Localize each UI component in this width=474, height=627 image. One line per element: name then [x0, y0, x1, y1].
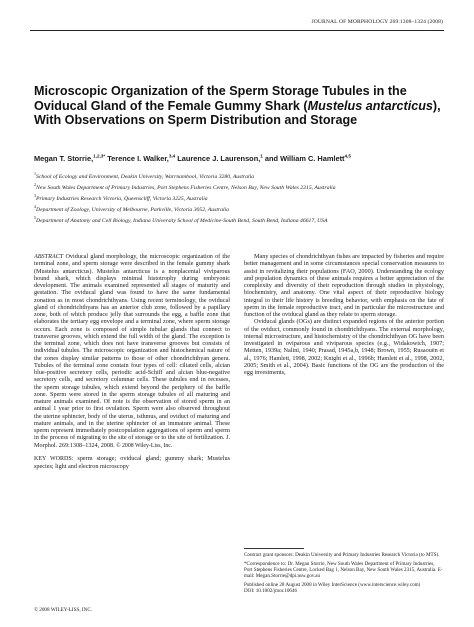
footnote-rule: [244, 548, 304, 549]
affiliation-4: $^4$Department of Zoology, University of Melbourne, Parkville, Victoria 3052, Australia: [34, 204, 229, 214]
title-species: Mustelus antarcticus: [307, 98, 433, 113]
author-4: and William C. Hamlett$^{4,5}$: [264, 154, 351, 164]
footer-copyright: © 2008 WILEY-LISS, INC.: [34, 607, 93, 613]
affiliations: [34, 170, 444, 225]
introduction-column: [244, 253, 444, 376]
title-part-1: Microscopic Organization of the Sperm Storage Tubules in the Oviducal Gland of the Female Gummy Shark (: [34, 84, 407, 113]
abstract-copyright: © 2008 Wiley-Liss, Inc.: [116, 442, 173, 449]
article-title: [34, 84, 444, 128]
author-2: Terence I. Walker,$^{3,4}$: [107, 154, 176, 164]
title-part-2: ), With Observations on Sperm Distribution and Storage: [34, 98, 441, 128]
keywords-text: sperm storage; oviducal gland; gummy shark; Mustelus species; light and electron microscopy: [34, 454, 230, 470]
footnote-correspondence: *Correspondence to: Dr. Megan Storrie, New South Wales Department of Primary Industries, Port Stephens Fisheries Centre, Locked Bag 1, Nelson Bay, New South Wales 2315, Australia. E-mail: Megan.Storrie@dpi.nsw.gov.au: [244, 561, 443, 580]
header-rule: [30, 30, 444, 31]
abstract: [34, 253, 230, 450]
keywords-label: KEY WORDS:: [34, 455, 74, 462]
affiliation-1: $^1$School of Ecology and Environment, Deakin University, Warrnambool, Victoria 3280, Australia: [34, 171, 254, 180]
author-3: Laurence J. Laurenson,$^1$: [177, 154, 263, 164]
footnote-published: Published online 28 August 2008 in Wiley InterScience (www.interscience.wiley.com) DOI: 10.1002/jmor.10646: [244, 582, 421, 595]
author-1: Megan T. Storrie,$^{1,2,3*}$: [34, 154, 106, 164]
intro-paragraph-1: Many species of chondrichthyan fishes are impacted by fisheries and require better management and in some circumstances special conservation measures to assist in revitalizing their populations (FAO, 2000). Understanding the ecology and population dynamics of these animals requires a better appreciation of the complexity and diversity of their reproduction through studies in physiology, biochemistry, and anatomy. One vital aspect of their reproductive biology integral to their life history is breeding behavior, with emphasis on the fate of sperm in the female reproductive tract, and in particular the microstructure and function of the oviducal gland as they relate to sperm storage.: [244, 253, 444, 318]
footnote-grant: Contract grant sponsors: Deakin University and Primary Industries Research Victoria (to MTS).: [244, 552, 440, 558]
affiliation-5: $^5$Department of Anatomy and Cell Biology, Indiana University School of Medicine-South Bend, South Bend, Indiana 46617, USA: [34, 215, 328, 225]
journal-header: JOURNAL OF MORPHOLOGY 269:1308–1324 (2008): [311, 19, 443, 25]
abstract-text: Oviducal gland morphology, the microscopic organization of the terminal zone, and sperm storage were described in the female gummy shark (Mustelus antarcticus). Mustelus antarcticus is a nonplacental viviparous hound shark, which displays minimal histotrophy during embryonic development. The animals examined represented all stages of maturity and gestation. The oviducal gland was found to have the same fundamental zonation as in most chondrichthyans. Using recent terminology, the oviducal gland of chondrichthyans has an anterior club zone, followed by a papillary zone, both of which produce jelly that surrounds the egg, a baffle zone that elaborates the tertiary egg envelope and a terminal zone, where sperm storage occurs. Each zone is composed of simple tubular glands that connect to transverse grooves, which extend the full width of the gland. The exception is the terminal zone, which does not have transverse grooves but consists of individual tubules. The microscopic organization and histochemical nature of the zones display similar patterns to those of other chondrichthyan genera. Tubules of the terminal zone contain four types of cell: ciliated cells, alcian blue-positive secretory cells, periodic acid-Schiff and alcian blue-negative secretory cells, and secretory columnar cells. These tubules end in recesses, the sperm storage tubules, which extend beyond the periphery of the baffle zone. Sperm were stored in the sperm storage tubules of all maturing and mature animals examined. Of note is the observation of stored sperm in an animal 1 year prior to first ovulation. Sperm were also observed throughout the uterine sphincter, body of the uterus, isthmus, and oviduct of maturing and mature animals, and in the uterine sphincter of an immature animal. These sperm represent immediately postcopulation aggregations of sperm and sperm in the process of migrating to the site of storage or to the site of fertilization. J. Morphol. 269:1308–1324, 2008.: [34, 253, 230, 449]
author-list: [34, 152, 454, 163]
affiliation-3: $^3$Primary Industries Research Victoria, Queenscliff, Victoria 3225, Australia: [34, 193, 208, 203]
abstract-column: [34, 253, 230, 470]
keywords: [34, 455, 230, 471]
abstract-label: ABSTRACT: [34, 253, 64, 260]
intro-paragraph-2: Oviducal glands (OGs) are distinct expanded regions of the anterior portion of the oviduct, commonly found in chondrichthyans. The external morphology, internal microstructure, and histochemistry of the chondrichthyan OG have been investigated in oviparous and viviparous species (e.g., Widakowich, 1907; Metten, 1939a; Nalini, 1940; Prasad, 1945a,b, 1948; Brown, 1955; Rusaouën et al., 1976; Hamlett, 1998, 2002; Knight et al., 1996b; Hamlett et al., 1998, 2002, 2005; Smith et al., 2004). Basic functions of the OG are the production of the egg investments,: [244, 318, 444, 376]
footnote-doi: DOI: 10.1002/jmor.10646: [244, 588, 298, 595]
affiliation-2: $^2$New South Wales Department of Primary Industries, Port Stephens Fisheries Centre, Nelson Bay, New South Wales 2315, Australia: [34, 182, 336, 191]
footnotes: [244, 552, 444, 598]
